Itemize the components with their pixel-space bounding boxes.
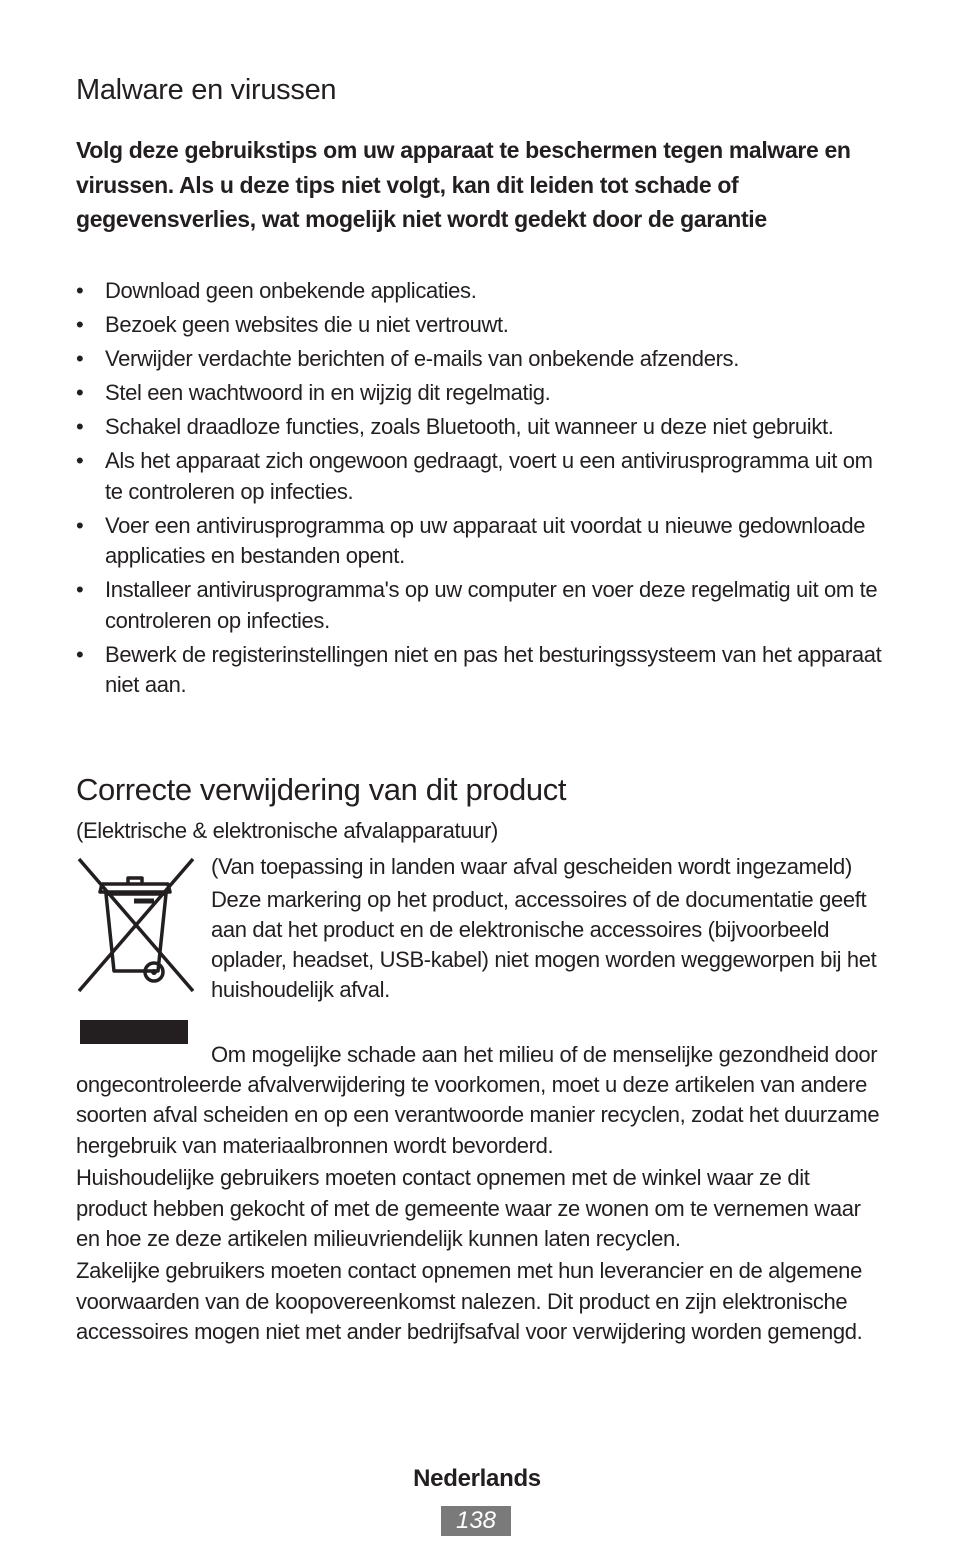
bullet-icon: • xyxy=(76,641,84,667)
disposal-body xyxy=(76,1040,886,1350)
household-users-paragraph: Huishoudelijke gebruikers moeten contact opnemen met de winkel waar ze dit product hebben gekocht of met de gemeente waar ze wonen om te vernemen waar en hoe ze deze artikelen milieuvriendelijk kunnen laten recyclen. xyxy=(76,1165,861,1251)
bullet-icon: • xyxy=(76,380,84,405)
list-item xyxy=(76,276,886,307)
list-item-text: Download geen onbekende applicaties. xyxy=(105,278,477,303)
list-item xyxy=(76,310,886,341)
list-item xyxy=(76,640,886,701)
list-item-text: Bewerk de registerinstellingen niet en pas het besturingssysteem van het apparaat niet aan. xyxy=(105,641,882,697)
list-item-text: Verwijder verdachte berichten of e-mails van onbekende afzenders. xyxy=(105,346,739,371)
intro-paragraph: Volg deze gebruikstips om uw apparaat te beschermen tegen malware en virussen. Als u deze tips niet volgt, kan dit leiden tot schade of gegevensverlies, wat mogelijk niet wordt gedekt door de garantie xyxy=(76,137,851,232)
list-item xyxy=(76,446,886,507)
footer-language: Nederlands xyxy=(413,1465,541,1492)
section-subtitle: (Elektrische & elektronische afvalapparatuur) xyxy=(76,818,499,843)
list-item-text: Installeer antivirusprogramma's op uw computer en voer deze regelmatig uit om te controleren op infecties. xyxy=(105,577,878,633)
list-item-text: Bezoek geen websites die u niet vertrouwt. xyxy=(105,312,509,337)
list-item xyxy=(76,378,886,409)
crossed-out-wheelie-bin-icon xyxy=(76,854,196,1044)
list-item-text: Stel een wachtwoord in en wijzig dit regelmatig. xyxy=(105,380,551,405)
list-item-text: Voer een antivirusprogramma op uw apparaat uit voordat u nieuwe gedownloade applicaties en bestanden opent. xyxy=(105,512,866,568)
list-item xyxy=(76,511,886,572)
environment-paragraph: Om mogelijke schade aan het milieu of de menselijke gezondheid door ongecontroleerde afvalverwijdering te voorkomen, moet u deze artikelen van andere soorten afval scheiden en op een verantwoorde manier recyclen, zodat het duurzame hergebruik van materiaalbronnen wordt bevorderd. xyxy=(76,1042,880,1158)
section-title-disposal: Correcte verwijdering van dit product xyxy=(76,772,567,807)
business-users-paragraph: Zakelijke gebruikers moeten contact opnemen met hun leverancier en de algemene voorwaarden van de koopovereenkomst nalezen. Dit product en zijn elektronische accessoires mogen niet met ander bedrijfsafval voor verwijdering worden gemengd. xyxy=(76,1258,863,1344)
bullet-icon: • xyxy=(76,448,84,473)
bullet-icon: • xyxy=(76,278,84,303)
weee-text xyxy=(211,852,886,1006)
list-item-text: Schakel draadloze functies, zoals Bluetooth, uit wanneer u deze niet gebruikt. xyxy=(105,414,834,439)
section-title-malware: Malware en virussen xyxy=(76,74,337,106)
list-item xyxy=(76,344,886,375)
list-item xyxy=(76,575,886,636)
page-number: 138 xyxy=(441,1506,511,1536)
tips-list xyxy=(76,276,886,704)
bullet-icon: • xyxy=(76,312,84,337)
bullet-icon: • xyxy=(76,577,84,602)
list-item-text: Als het apparaat zich ongewoon gedraagt, voert u een antivirusprogramma uit om te controleren op infecties. xyxy=(105,448,873,504)
list-item xyxy=(76,412,886,443)
bullet-icon: • xyxy=(76,512,84,538)
bullet-icon: • xyxy=(76,414,84,439)
bullet-icon: • xyxy=(76,346,84,371)
marking-paragraph: Deze markering op het product, accessoires of de documentatie geeft aan dat het product en de elektronische accessoires (bijvoorbeeld oplader, headset, USB-kabel) niet mogen worden weggeworpen bij het huishoudelijk afval. xyxy=(211,886,877,1003)
applicability-paragraph: (Van toepassing in landen waar afval gescheiden wordt ingezameld) xyxy=(211,854,852,879)
